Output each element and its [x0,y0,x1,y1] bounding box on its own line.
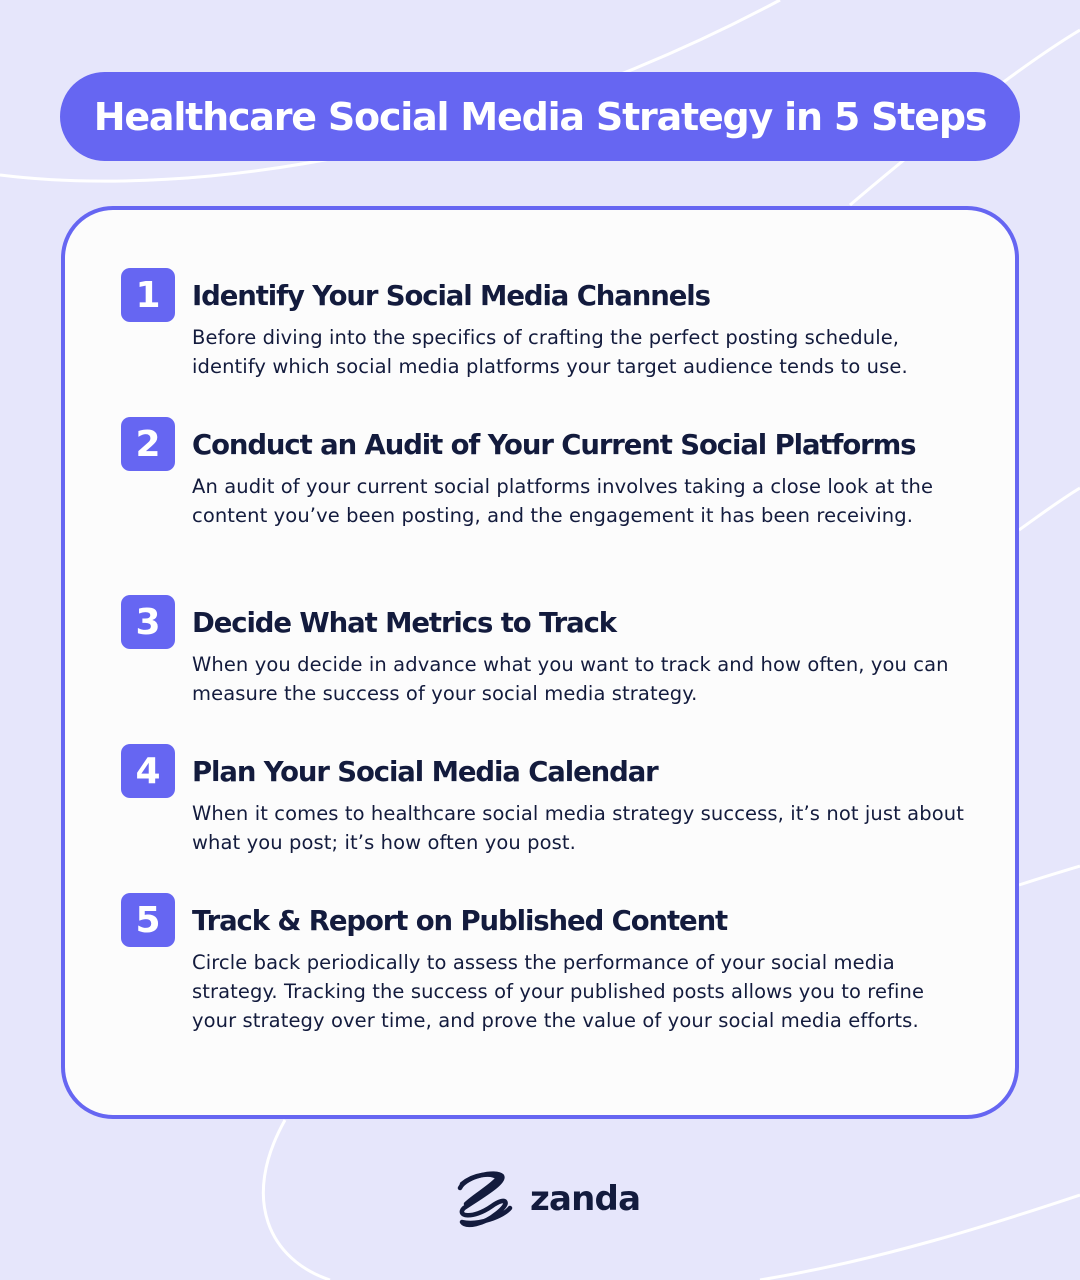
logo-text: zanda [530,1179,641,1219]
step-description: When you decide in advance what you want to track and how often, you can measure the success of your social media strategy. [192,653,949,705]
step-description: An audit of your current social platforms involves taking a close look at the content you’ve been posting, and the engagement it has been receiving. [192,475,934,527]
zanda-swirl-logo-icon [452,1166,516,1232]
step-number-badge: 1 [121,268,175,322]
title-banner [60,72,1020,161]
step-title: Conduct an Audit of Your Current Social Platforms [192,429,916,461]
step-title: Track & Report on Published Content [192,905,728,937]
step-description: When it comes to healthcare social media strategy success, it’s not just about what you post; it’s how often you post. [192,802,964,854]
steps-card [61,206,1019,1119]
step-description: Circle back periodically to assess the performance of your social media strategy. Tracking the success of your published posts allows you to refine your strategy over time, and prove the value of your social media efforts. [192,951,925,1032]
step-description: Before diving into the specifics of crafting the perfect posting schedule, identify which social media platforms your target audience tends to use. [192,326,908,378]
step-title: Plan Your Social Media Calendar [192,756,658,788]
step-title: Identify Your Social Media Channels [192,280,710,312]
step-number-badge: 2 [121,417,175,471]
zanda-logo [452,1165,640,1233]
step-number-badge: 5 [121,893,175,947]
page-title: Healthcare Social Media Strategy in 5 Steps [93,94,987,139]
step-number-badge: 3 [121,595,175,649]
step-number-badge: 4 [121,744,175,798]
step-title: Decide What Metrics to Track [192,607,616,639]
